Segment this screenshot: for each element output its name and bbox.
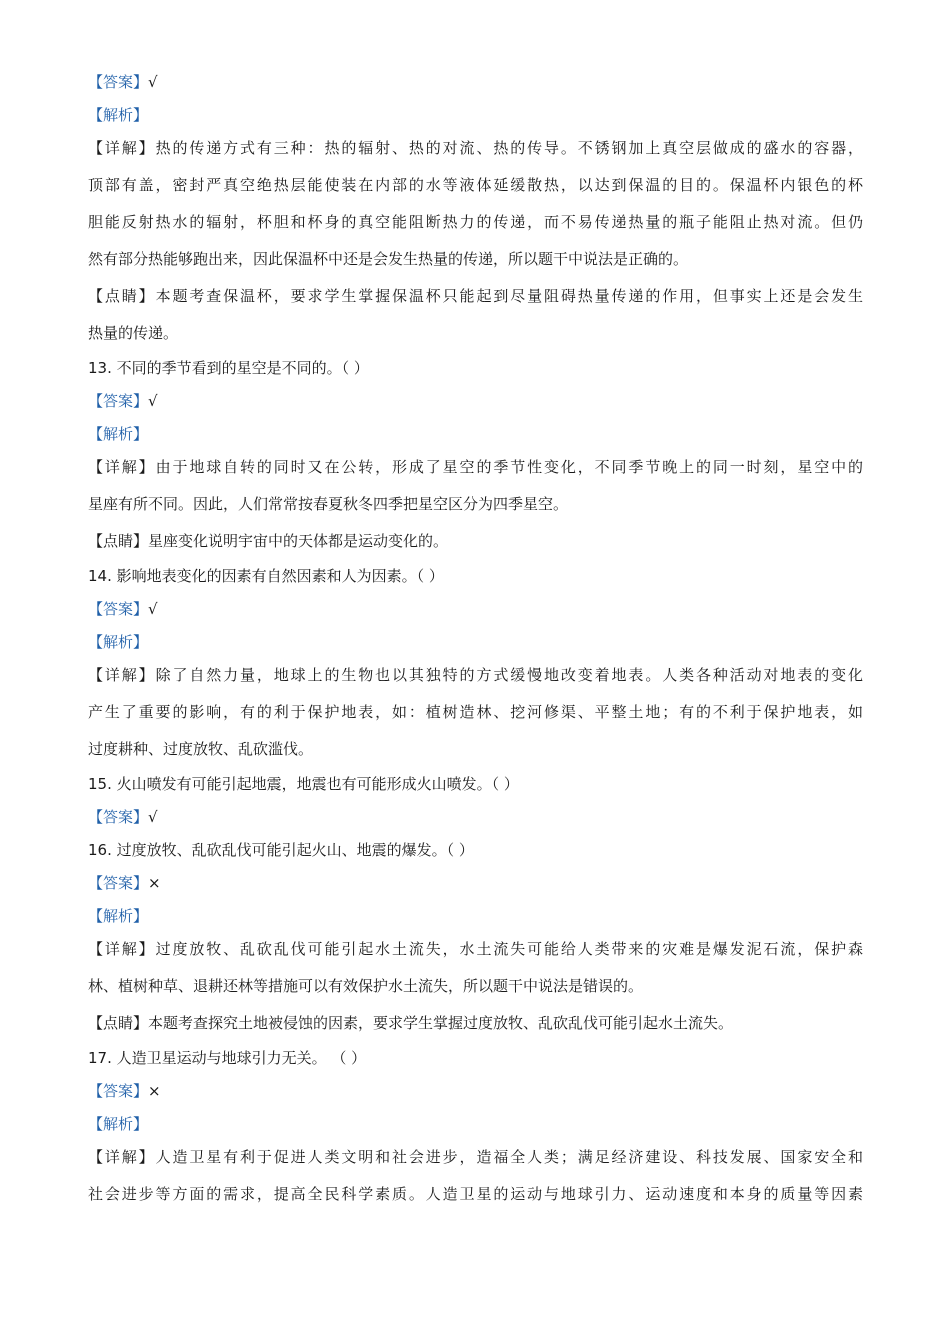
detail-line: 【详解】热的传递方式有三种：热的辐射、热的对流、热的传导。不锈钢加上真空层做成的盛水的容器， xyxy=(88,139,863,157)
comment-paragraph xyxy=(88,278,863,352)
answer-label: 【答案】 xyxy=(88,392,149,410)
detail-paragraph xyxy=(88,657,863,768)
detail-line: 【详解】除了自然力量，地球上的生物也以其独特的方式缓慢地改变着地表。人类各种活动对地表的变化 xyxy=(88,666,863,684)
answer-label: 【答案】 xyxy=(88,600,149,618)
answer-value: × xyxy=(148,874,161,892)
detail-paragraph xyxy=(88,449,863,523)
document-page xyxy=(88,72,863,1213)
detail-label: 【详解】 xyxy=(88,666,156,684)
detail-line: 社会进步等方面的需求，提高全民科学素质。人造卫星的运动与地球引力、运动速度和本身的质量等因素 xyxy=(88,1185,863,1203)
question-15: 15. 火山喷发有可能引起地震，地震也有可能形成火山喷发。（ ） xyxy=(88,775,519,793)
analysis-label: 【解析】 xyxy=(88,633,149,651)
answer-label: 【答案】 xyxy=(88,874,149,892)
answer-line xyxy=(88,599,863,619)
detail-paragraph xyxy=(88,931,863,1005)
comment-line: 【点睛】本题考查保温杯，要求学生掌握保温杯只能起到尽量阻碍热量传递的作用，但事实上还是会发生 xyxy=(88,287,863,305)
answer-value: × xyxy=(148,1082,161,1100)
comment-paragraph xyxy=(88,1005,863,1042)
detail-label: 【详解】 xyxy=(88,1148,156,1166)
analysis-label: 【解析】 xyxy=(88,106,149,124)
detail-label: 【详解】 xyxy=(88,139,156,157)
detail-line: 胆能反射热水的辐射，杯胆和杯身的真空能阻断热力的传递，而不易传递热量的瓶子能阻止热对流。但仍 xyxy=(88,213,863,231)
detail-label: 【详解】 xyxy=(88,458,156,476)
answer-value: √ xyxy=(148,73,158,91)
detail-line: 林、植树种草、退耕还林等措施可以有效保护水土流失，所以题干中说法是错误的。 xyxy=(88,977,644,995)
answer-line xyxy=(88,807,863,827)
answer-label: 【答案】 xyxy=(88,1082,149,1100)
question-17: 17. 人造卫星运动与地球引力无关。 （ ） xyxy=(88,1049,367,1067)
detail-line: 【详解】过度放牧、乱砍乱伐可能引起水土流失，水土流失可能给人类带来的灾难是爆发泥石流，保护森 xyxy=(88,940,863,958)
answer-line xyxy=(88,391,863,411)
comment-line: 热量的传递。 xyxy=(88,324,179,342)
comment-line: 【点睛】星座变化说明宇宙中的天体都是运动变化的。 xyxy=(88,532,449,550)
answer-label: 【答案】 xyxy=(88,73,149,91)
question-14: 14. 影响地表变化的因素有自然因素和人为因素。（ ） xyxy=(88,567,444,585)
answer-value: √ xyxy=(148,600,158,618)
comment-label: 【点睛】 xyxy=(88,532,149,550)
answer-value: √ xyxy=(148,808,158,826)
detail-line: 过度耕种、过度放牧、乱砍滥伐。 xyxy=(88,740,314,758)
analysis-label: 【解析】 xyxy=(88,425,149,443)
question-16: 16. 过度放牧、乱砍乱伐可能引起火山、地震的爆发。（ ） xyxy=(88,841,474,859)
analysis-label: 【解析】 xyxy=(88,907,149,925)
detail-line: 星座有所不同。因此，人们常常按春夏秋冬四季把星空区分为四季星空。 xyxy=(88,495,569,513)
detail-line: 【详解】由于地球自转的同时又在公转，形成了星空的季节性变化，不同季节晚上的同一时刻，星空中的 xyxy=(88,458,863,476)
comment-label: 【点睛】 xyxy=(88,1014,149,1032)
analysis-label: 【解析】 xyxy=(88,1115,149,1133)
comment-label: 【点睛】 xyxy=(88,287,156,305)
detail-line: 【详解】人造卫星有利于促进人类文明和社会进步，造福全人类；满足经济建设、科技发展、国家安全和 xyxy=(88,1148,863,1166)
detail-line: 顶部有盖，密封严真空绝热层能使装在内部的水等液体延缓散热，以达到保温的目的。保温杯内银色的杯 xyxy=(88,176,863,194)
detail-line: 然有部分热能够跑出来，因此保温杯中还是会发生热量的传递，所以题干中说法是正确的。 xyxy=(88,250,689,268)
detail-paragraph xyxy=(88,1139,863,1213)
answer-line xyxy=(88,1081,863,1101)
answer-label: 【答案】 xyxy=(88,808,149,826)
question-13: 13. 不同的季节看到的星空是不同的。（ ） xyxy=(88,359,369,377)
detail-paragraph xyxy=(88,130,863,278)
comment-line: 【点睛】本题考查探究土地被侵蚀的因素，要求学生掌握过度放牧、乱砍乱伐可能引起水土流失。 xyxy=(88,1014,734,1032)
detail-line: 产生了重要的影响，有的利于保护地表，如：植树造林、挖河修渠、平整土地；有的不利于保护地表，如 xyxy=(88,703,863,721)
answer-line xyxy=(88,873,863,893)
detail-label: 【详解】 xyxy=(88,940,156,958)
answer-value: √ xyxy=(148,392,158,410)
comment-paragraph xyxy=(88,523,863,560)
answer-line xyxy=(88,72,863,92)
